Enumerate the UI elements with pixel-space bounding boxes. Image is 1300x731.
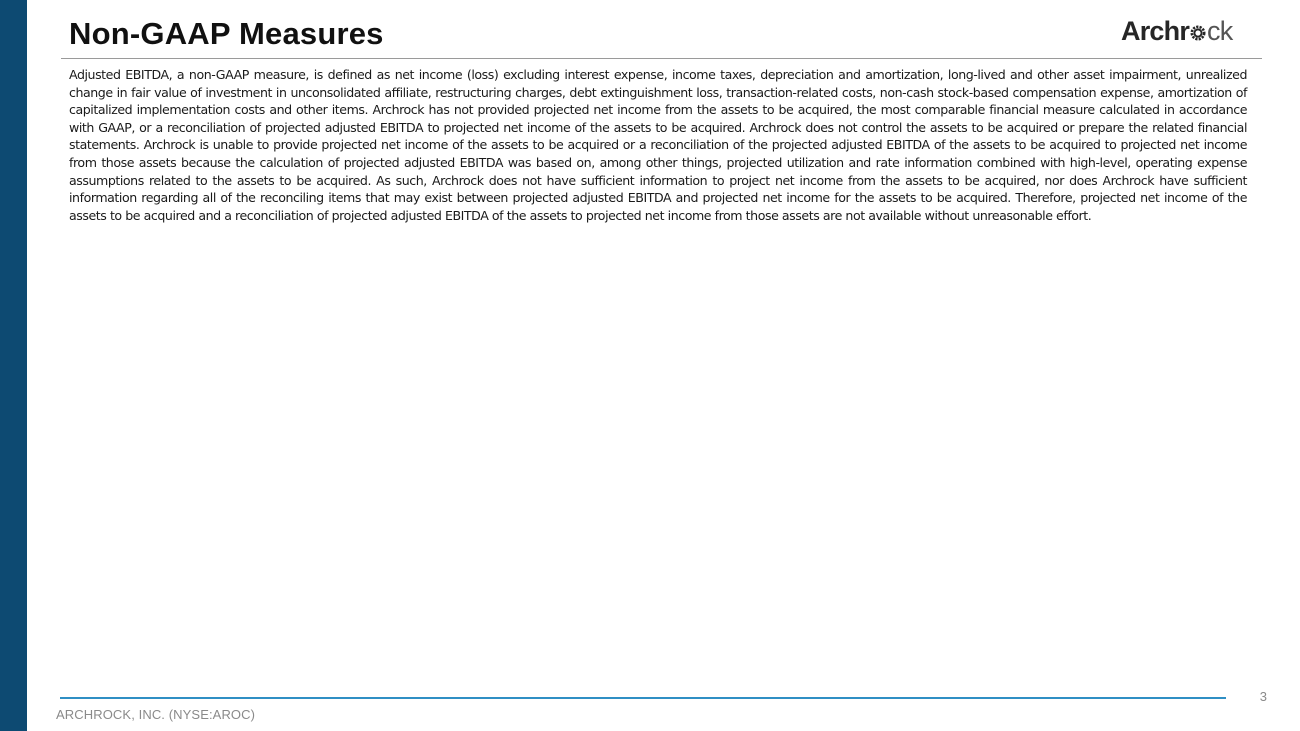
left-accent-bar [0, 0, 27, 731]
gear-o-icon [1190, 25, 1206, 41]
title-divider [61, 58, 1262, 59]
archrock-logo [1121, 14, 1261, 48]
logo-text-part-1: Arch [1121, 15, 1180, 46]
non-gaap-definition-paragraph: Adjusted EBITDA, a non-GAAP measure, is defined as net income (loss) excluding interest expense, income taxes, depreciation and amortization, long-lived and other asset impairment, unrealized change in fair value of investment in unconsolidated affiliate, restructuring charges, debt extinguishment loss, transaction-related costs, non-cash stock-based compensation expense, amortization of capitalized implementation costs and other items. Archrock has not provided projected net income from the assets to be acquired, the most comparable financial measure calculated in accordance with GAAP, or a reconciliation of projected adjusted EBITDA to projected net income of the assets to be acquired. Archrock does not control the assets to be acquired or prepare the related financial statements. Archrock is unable to provide projected net income of the assets to be acquired or a reconciliation of the projected adjusted EBITDA of the assets to be acquired to projected net income from those assets because the calculation of projected adjusted EBITDA was based on, among other things, projected utilization and rate information combined with high-level, operating expense assumptions related to the assets to be acquired. As such, Archrock does not have sufficient information to project net income from the assets to be acquired, nor does Archrock have sufficient information regarding all of the reconciling items that may exist between projected adjusted EBITDA and projected net income for the assets to be acquired. Therefore, projected net income of the assets to be acquired and a reconciliation of projected adjusted EBITDA of the assets to projected net income from those assets are not available without unreasonable effort. [69, 67, 1247, 223]
logo-text-part-2: ck [1207, 15, 1233, 46]
page-title: Non-GAAP Measures [69, 16, 384, 51]
logo-text-r: r [1179, 15, 1190, 46]
footer-company-name: ARCHROCK, INC. (NYSE:AROC) [56, 707, 256, 722]
footer-divider [60, 697, 1226, 699]
page-number: 3 [1259, 689, 1267, 704]
